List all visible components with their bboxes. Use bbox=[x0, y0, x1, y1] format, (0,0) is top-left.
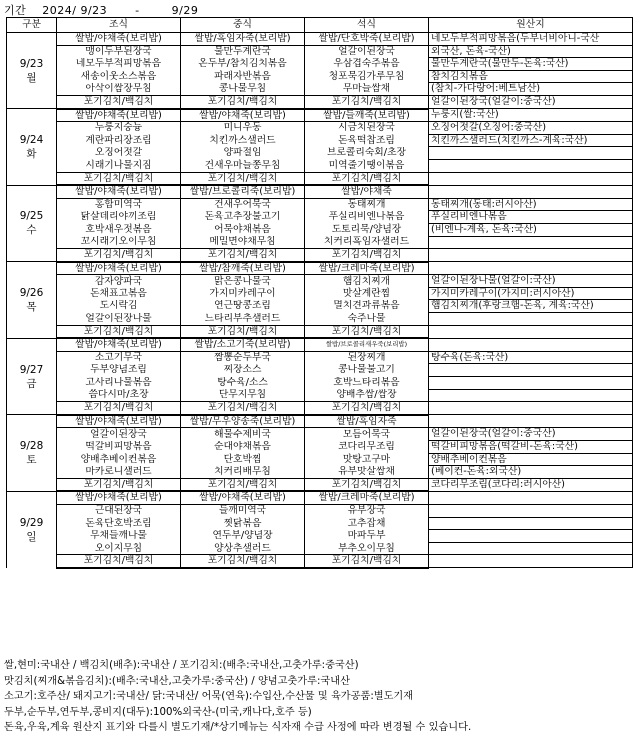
breakfast-item: 맹이두부된장국 bbox=[57, 45, 181, 58]
lunch-item: 찌장소스 bbox=[181, 364, 305, 377]
menu-row bbox=[7, 83, 633, 96]
origin-item: 얼갈이된장나물(얼갈이:국산) bbox=[429, 275, 633, 288]
origin-item: 햄김치찌개(후랑크햄-돈육, 계육:국산) bbox=[429, 300, 633, 313]
menu-row bbox=[7, 300, 633, 313]
lunch-item: 순대야채볶음 bbox=[181, 441, 305, 454]
origin-item: 치킨까스샐러드(치킨까스-계육:국산) bbox=[429, 134, 633, 147]
breakfast-item: 양배추베이컨볶음 bbox=[57, 453, 181, 466]
breakfast-item: 포기김치/백김치 bbox=[57, 478, 181, 491]
day-cell bbox=[7, 415, 57, 492]
breakfast-item: 감자양파국 bbox=[57, 275, 181, 288]
dinner-item: 콩나물불고기 bbox=[305, 364, 429, 377]
breakfast-item: 새송이웃소스볶음 bbox=[57, 70, 181, 83]
dinner-item: 고추잡채 bbox=[305, 517, 429, 530]
dinner-item: 무마늘쌈채 bbox=[305, 83, 429, 96]
menu-row bbox=[7, 441, 633, 454]
lunch-item: 어묵야채볶음 bbox=[181, 223, 305, 236]
breakfast-item: 무채들깨나물 bbox=[57, 530, 181, 543]
breakfast-item: 홍합미역국 bbox=[57, 198, 181, 211]
breakfast-item: 마카로니샐러드 bbox=[57, 466, 181, 479]
period-dash: - bbox=[135, 4, 140, 17]
breakfast-item: 포기김치/백김치 bbox=[57, 325, 181, 338]
menu-row bbox=[7, 530, 633, 543]
dinner-item: 마파두부 bbox=[305, 530, 429, 543]
day-cell bbox=[7, 491, 57, 568]
menu-row bbox=[7, 402, 633, 415]
menu-row bbox=[7, 351, 633, 364]
breakfast-item: 소고기무국 bbox=[57, 351, 181, 364]
menu-row bbox=[7, 70, 633, 83]
day-date: 9/26 bbox=[19, 286, 44, 299]
breakfast-item: 시래기나물지짐 bbox=[57, 159, 181, 172]
origin-item: 푸실리비엔나볶음 bbox=[429, 211, 633, 224]
lunch-item: 쌀밥/참깨죽(보리밥) bbox=[181, 262, 305, 275]
origin-item bbox=[429, 389, 633, 402]
day-weekday: 일 bbox=[26, 530, 37, 543]
dinner-item: 포기김치/백김치 bbox=[305, 325, 429, 338]
origin-item: 참치김치볶음 bbox=[429, 70, 633, 83]
dinner-item: 얼갈이된장국 bbox=[305, 45, 429, 58]
period-end: 9/29 bbox=[171, 4, 199, 17]
breakfast-item: 쌀밥/야채죽(보리밥) bbox=[57, 185, 181, 198]
menu-row bbox=[7, 377, 633, 390]
breakfast-item: 쌀밥/야채죽(보리밥) bbox=[57, 262, 181, 275]
lunch-item: 짬뽕순두부국 bbox=[181, 351, 305, 364]
day-date: 9/24 bbox=[19, 133, 44, 146]
menu-row bbox=[7, 415, 633, 428]
dinner-item: 쌀밥/브로콜리새우죽(보리밥) bbox=[305, 338, 429, 351]
dinner-item: 도토리묵/양념장 bbox=[305, 223, 429, 236]
dinner-item: 포기김치/백김치 bbox=[305, 249, 429, 262]
origin-item: 양배추베이컨볶음 bbox=[429, 453, 633, 466]
menu-row bbox=[7, 428, 633, 441]
period-start: 2024/ 9/23 bbox=[42, 4, 108, 17]
lunch-item: 단호박찜 bbox=[181, 453, 305, 466]
lunch-item: 포기김치/백김치 bbox=[181, 95, 305, 108]
origin-item bbox=[429, 364, 633, 377]
origin-item: 물만두계란국(물만두-돈육:국산) bbox=[429, 58, 633, 71]
breakfast-item: 닭살데리야끼조림 bbox=[57, 211, 181, 224]
lunch-item: 가지미카레구이 bbox=[181, 287, 305, 300]
origin-item: (베이컨-돈육:외국산) bbox=[429, 466, 633, 479]
day-weekday: 토 bbox=[26, 454, 37, 467]
menu-row bbox=[7, 198, 633, 211]
origin-item bbox=[429, 185, 633, 198]
dinner-item: 맛살계란찜 bbox=[305, 287, 429, 300]
menu-row bbox=[7, 122, 633, 135]
origin-item: 가지미카레구이(가지미:러시아산) bbox=[429, 287, 633, 300]
origin-item bbox=[429, 530, 633, 543]
menu-row bbox=[7, 389, 633, 402]
dinner-item: 유부맛살쌈채 bbox=[305, 466, 429, 479]
menu-row bbox=[7, 95, 633, 108]
menu-row bbox=[7, 109, 633, 122]
lunch-item: 찟닭볶음 bbox=[181, 517, 305, 530]
day-date: 9/23 bbox=[19, 57, 44, 70]
dinner-item: 쌀밥/크레마죽(보리밥) bbox=[305, 491, 429, 504]
dinner-item: 치커리흑임자샐러드 bbox=[305, 236, 429, 249]
menu-row bbox=[7, 364, 633, 377]
dinner-item: 쌀밥/들깨죽(보리밥) bbox=[305, 109, 429, 122]
menu-row bbox=[7, 466, 633, 479]
origin-item: 얼갈이된장국(얼갈이:중국산) bbox=[429, 95, 633, 108]
day-cell bbox=[7, 185, 57, 262]
note-line: 쌀,현미:국내산 / 백김치(배추):국내산 / 포기김치:(배추:국내산,고춧가루:중국산) bbox=[4, 660, 359, 671]
menu-row bbox=[7, 275, 633, 288]
breakfast-item: 포기김치/백김치 bbox=[57, 172, 181, 185]
dinner-item: 돈육떡찹조림 bbox=[305, 134, 429, 147]
menu-row bbox=[7, 147, 633, 160]
breakfast-item: 쌀밥/야채죽(보리밥) bbox=[57, 109, 181, 122]
note-line: 두부,순두부,연두부,콩비지(대두):100%외국산-(미국,캐나다,호주 등) bbox=[4, 706, 312, 718]
origin-item bbox=[429, 172, 633, 185]
dinner-item: 브로콜리숙회/초장 bbox=[305, 147, 429, 160]
breakfast-item: 호박새우젓볶음 bbox=[57, 223, 181, 236]
breakfast-item: 돈육단호박조림 bbox=[57, 517, 181, 530]
dinner-item: 포기김치/백김치 bbox=[305, 95, 429, 108]
origin-item bbox=[429, 377, 633, 390]
dinner-item: 시금치된장국 bbox=[305, 122, 429, 135]
dinner-item: 양배추쌈/쌈장 bbox=[305, 389, 429, 402]
lunch-item: 들깨미역국 bbox=[181, 504, 305, 517]
day-weekday: 목 bbox=[26, 300, 37, 313]
dinner-item: 햄김치찌개 bbox=[305, 275, 429, 288]
lunch-item: 포기김치/백김치 bbox=[181, 249, 305, 262]
dinner-item: 미역줄기땡이볶음 bbox=[305, 159, 429, 172]
menu-row bbox=[7, 262, 633, 275]
menu-row bbox=[7, 491, 633, 504]
origin-item: 누룽지(쌀:국산) bbox=[429, 109, 633, 122]
origin-item bbox=[429, 262, 633, 275]
origin-item bbox=[429, 338, 633, 351]
dinner-item: 동태찌개 bbox=[305, 198, 429, 211]
day-weekday: 수 bbox=[26, 224, 37, 237]
lunch-item: 양파절임 bbox=[181, 147, 305, 160]
dinner-item: 우삼겹숙주볶음 bbox=[305, 58, 429, 71]
dinner-item: 부추오이무침 bbox=[305, 542, 429, 555]
origin-item: 코다리무조림(코다리:러시아산) bbox=[429, 478, 633, 491]
dinner-item: 쌀밥/야채죽 bbox=[305, 185, 429, 198]
dinner-item: 쌀밥/크레마죽(보리밥) bbox=[305, 262, 429, 275]
menu-row bbox=[7, 313, 633, 326]
menu-row bbox=[7, 134, 633, 147]
header-origin: 원산지 bbox=[429, 18, 633, 33]
dinner-item: 푸실리비엔나볶음 bbox=[305, 211, 429, 224]
lunch-item: 치커리배무침 bbox=[181, 466, 305, 479]
period-line bbox=[4, 2, 198, 18]
dinner-item: 유부장국 bbox=[305, 504, 429, 517]
dinner-item: 쌀밥/흑임자죽 bbox=[305, 415, 429, 428]
origin-item bbox=[429, 542, 633, 555]
origin-item bbox=[429, 517, 633, 530]
lunch-item: 양상추샐러드 bbox=[181, 542, 305, 555]
origin-item bbox=[429, 325, 633, 338]
origin-item: 동태찌개(동태:러시아산) bbox=[429, 198, 633, 211]
menu-row bbox=[7, 159, 633, 172]
origin-notes bbox=[4, 658, 636, 736]
menu-row bbox=[7, 542, 633, 555]
menu-row bbox=[7, 223, 633, 236]
day-weekday: 금 bbox=[26, 377, 37, 390]
breakfast-item: 쌀밥/야채죽(보리밥) bbox=[57, 33, 181, 46]
lunch-item: 포기김치/백김치 bbox=[181, 172, 305, 185]
menu-row bbox=[7, 478, 633, 491]
day-date: 9/29 bbox=[19, 516, 44, 529]
lunch-item: 돈육고추장불고기 bbox=[181, 211, 305, 224]
lunch-item: 물만두계란국 bbox=[181, 45, 305, 58]
lunch-item: 연두부/양념장 bbox=[181, 530, 305, 543]
breakfast-item: 씀다시마/초장 bbox=[57, 389, 181, 402]
dinner-item: 포기김치/백김치 bbox=[305, 172, 429, 185]
menu-row bbox=[7, 185, 633, 198]
lunch-item: 쌀밥/무우양송죽(보리밥) bbox=[181, 415, 305, 428]
breakfast-item: 꼬시래기오이무침 bbox=[57, 236, 181, 249]
lunch-item: 포기김치/백김치 bbox=[181, 325, 305, 338]
origin-item: 얼갈이된장국(얼갈이:중국산) bbox=[429, 428, 633, 441]
menu-row bbox=[7, 33, 633, 46]
origin-item: 탕수육(돈육:국산) bbox=[429, 351, 633, 364]
menu-row bbox=[7, 45, 633, 58]
lunch-item: 단무지무침 bbox=[181, 389, 305, 402]
origin-item: 네모두부적피망볶음(두부너비아니-국산 bbox=[429, 33, 633, 46]
origin-item bbox=[429, 159, 633, 172]
breakfast-item: 돈채표고볶음 bbox=[57, 287, 181, 300]
header-lunch: 중식 bbox=[181, 18, 305, 33]
lunch-item: 파래자반볶음 bbox=[181, 70, 305, 83]
breakfast-item: 포기김치/백김치 bbox=[57, 95, 181, 108]
breakfast-item: 아삭이쌈장무침 bbox=[57, 83, 181, 96]
lunch-item: 콩나물무침 bbox=[181, 83, 305, 96]
day-date: 9/27 bbox=[19, 363, 44, 376]
origin-item: 오징어젓갈(오징어:중국산) bbox=[429, 122, 633, 135]
lunch-item: 쌀밥/야채죽(보리밥) bbox=[181, 109, 305, 122]
origin-item bbox=[429, 402, 633, 415]
breakfast-item: 두부양념조림 bbox=[57, 364, 181, 377]
origin-item bbox=[429, 236, 633, 249]
lunch-item: 쌀밥/브로콜리죽(보리밥) bbox=[181, 185, 305, 198]
menu-row bbox=[7, 236, 633, 249]
lunch-item: 해물수제비국 bbox=[181, 428, 305, 441]
dinner-item: 멸치견과류볶음 bbox=[305, 300, 429, 313]
day-weekday: 화 bbox=[26, 147, 37, 160]
breakfast-item: 고사리나물볶음 bbox=[57, 377, 181, 390]
origin-item: (참치-가다랑어:베트남산) bbox=[429, 83, 633, 96]
breakfast-item: 얼갈이된장나물 bbox=[57, 313, 181, 326]
dinner-item: 맛탕고구마 bbox=[305, 453, 429, 466]
breakfast-item: 네모두부적피망볶음 bbox=[57, 58, 181, 71]
breakfast-item: 포기김치/백김치 bbox=[57, 402, 181, 415]
lunch-item: 포기김치/백김치 bbox=[181, 555, 305, 568]
day-cell bbox=[7, 262, 57, 339]
lunch-item: 온두부/참치김치볶음 bbox=[181, 58, 305, 71]
menu-row bbox=[7, 325, 633, 338]
day-date: 9/25 bbox=[19, 210, 44, 223]
menu-row bbox=[7, 517, 633, 530]
origin-item bbox=[429, 415, 633, 428]
breakfast-item: 쌀밥/야채죽(보리밥) bbox=[57, 338, 181, 351]
breakfast-item: 포기김치/백김치 bbox=[57, 555, 181, 568]
day-cell bbox=[7, 109, 57, 186]
menu-row bbox=[7, 555, 633, 568]
lunch-item: 포기김치/백김치 bbox=[181, 402, 305, 415]
note-line: 소고기:호주산/ 돼지고기:국내산/ 닭:국내산/ 어묵(연육):수입산,수산물 및 육가공품:별도기재 bbox=[4, 691, 414, 703]
lunch-item: 메밀면야채무침 bbox=[181, 236, 305, 249]
menu-row bbox=[7, 211, 633, 224]
breakfast-item: 오징어젓갈 bbox=[57, 147, 181, 160]
breakfast-item: 얼갈이된장국 bbox=[57, 428, 181, 441]
lunch-item: 건새우마늘쫑무침 bbox=[181, 159, 305, 172]
header-day: 구분 bbox=[7, 18, 57, 33]
dinner-item: 청포묵김가루무침 bbox=[305, 70, 429, 83]
lunch-item: 맑은콩나물국 bbox=[181, 275, 305, 288]
breakfast-item: 쌀밥/야채죽(보리밥) bbox=[57, 491, 181, 504]
breakfast-item: 쌀밥/야채죽(보리밥) bbox=[57, 415, 181, 428]
origin-item bbox=[429, 491, 633, 504]
lunch-item: 느타리부추샐러드 bbox=[181, 313, 305, 326]
dinner-item: 된장찌개 bbox=[305, 351, 429, 364]
origin-item: (비엔나-계육, 돈육:국산) bbox=[429, 223, 633, 236]
period-label: 기간 bbox=[4, 4, 27, 17]
lunch-item: 치킨까스샐러드 bbox=[181, 134, 305, 147]
menu-row bbox=[7, 453, 633, 466]
menu-row bbox=[7, 249, 633, 262]
lunch-item: 쌀밥/야채죽(보리밥) bbox=[181, 491, 305, 504]
day-cell bbox=[7, 33, 57, 109]
menu-row bbox=[7, 58, 633, 71]
header-breakfast: 조식 bbox=[57, 18, 181, 33]
weekly-menu-table bbox=[6, 17, 633, 569]
lunch-item: 미니우동 bbox=[181, 122, 305, 135]
dinner-item: 호박느타리볶음 bbox=[305, 377, 429, 390]
note-line: 돈육,우육,계육 원산지 표기와 다를시 별도기재/*상기메뉴는 식자재 수급 사정에 따라 변경될 수 있습니다. bbox=[4, 722, 472, 734]
breakfast-item: 포기김치/백김치 bbox=[57, 249, 181, 262]
origin-item bbox=[429, 313, 633, 326]
breakfast-item: 오이지무침 bbox=[57, 542, 181, 555]
dinner-item: 코다리무조림 bbox=[305, 441, 429, 454]
origin-item bbox=[429, 147, 633, 160]
breakfast-item: 계란파리장조림 bbox=[57, 134, 181, 147]
lunch-item: 포기김치/백김치 bbox=[181, 478, 305, 491]
origin-item: 외국산, 돈육-국산) bbox=[429, 45, 633, 58]
origin-item bbox=[429, 555, 633, 568]
lunch-item: 연근땅콩조림 bbox=[181, 300, 305, 313]
header-dinner: 석식 bbox=[305, 18, 429, 33]
dinner-item: 포기김치/백김치 bbox=[305, 478, 429, 491]
dinner-item: 쌀밥/단호박죽(보리밥) bbox=[305, 33, 429, 46]
lunch-item: 쌀밥/소고기죽(보리밥) bbox=[181, 338, 305, 351]
lunch-item: 탕수육/소스 bbox=[181, 377, 305, 390]
menu-row bbox=[7, 338, 633, 351]
lunch-item: 건새우어묵국 bbox=[181, 198, 305, 211]
breakfast-item: 도시락김 bbox=[57, 300, 181, 313]
menu-row bbox=[7, 287, 633, 300]
day-date: 9/28 bbox=[19, 440, 44, 453]
menu-row bbox=[7, 504, 633, 517]
origin-item bbox=[429, 249, 633, 262]
origin-item bbox=[429, 504, 633, 517]
note-line: 맛김치(찌개&볶음김치):(배추:국내산,고춧가루:중국산) / 양념고춧가루:국내산 bbox=[4, 675, 350, 687]
dinner-item: 포기김치/백김치 bbox=[305, 402, 429, 415]
breakfast-item: 근대된장국 bbox=[57, 504, 181, 517]
dinner-item: 모듬어묵국 bbox=[305, 428, 429, 441]
menu-row bbox=[7, 172, 633, 185]
breakfast-item: 누룽지숭늉 bbox=[57, 122, 181, 135]
origin-item: 떡갈비피망볶음(떡갈비-돈육:국산) bbox=[429, 441, 633, 454]
day-weekday: 월 bbox=[26, 71, 37, 84]
menu-body bbox=[7, 33, 633, 568]
dinner-item: 숙주나물 bbox=[305, 313, 429, 326]
breakfast-item: 떡갈비피망볶음 bbox=[57, 441, 181, 454]
lunch-item: 쌀밥/흑임자죽(보리밥) bbox=[181, 33, 305, 46]
day-cell bbox=[7, 338, 57, 415]
dinner-item: 포기김치/백김치 bbox=[305, 555, 429, 568]
